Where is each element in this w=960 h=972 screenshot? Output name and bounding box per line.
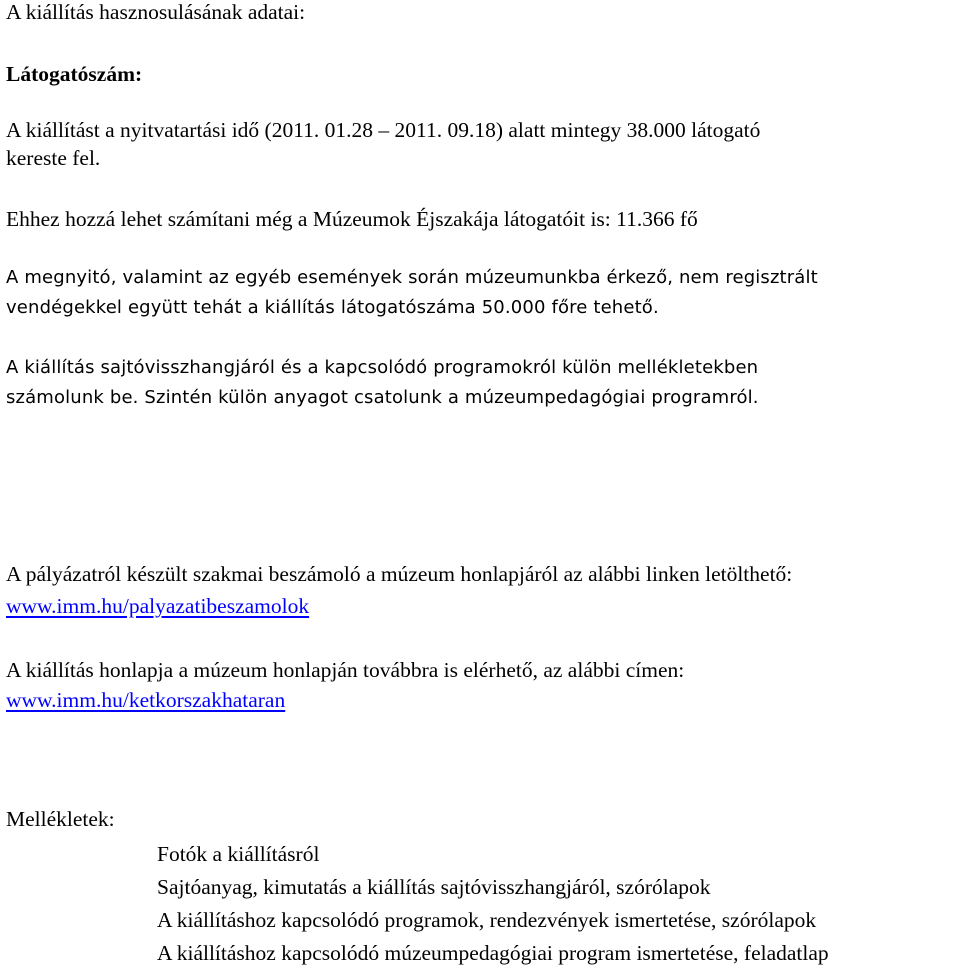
paragraph-total-line-2: vendégekkel együtt tehát a kiállítás látogatószáma 50.000 főre tehető. [6, 297, 659, 318]
paragraph-total-line-1: A megnyitó, valamint az egyéb események során múzeumunkba érkező, nem regisztrált [6, 267, 818, 288]
paragraph-opening-line-1: A kiállítást a nyitvatartási idő (2011. 01.28 – 2011. 09.18) alatt mintegy 38.000 látogató [6, 118, 761, 142]
paragraph-press-line-1: A kiállítás sajtóvisszhangjáról és a kapcsolódó programokról külön mellékletekben [6, 357, 759, 378]
report-text: A pályázatról készült szakmai beszámoló a múzeum honlapjáról az alábbi linken letölthető: [6, 562, 793, 586]
attachment-item-photos: Fotók a kiállításról [157, 842, 320, 866]
attachment-item-education: A kiállításhoz kapcsolódó múzeumpedagógiai program ismertetése, feladatlap [157, 941, 829, 965]
report-link[interactable]: www.imm.hu/palyazatibeszamolok [6, 594, 310, 618]
paragraph-museum-night: Ehhez hozzá lehet számítani még a Múzeumok Éjszakája látogatóit is: 11.366 fő [6, 207, 698, 231]
section-heading: A kiállítás hasznosulásának adatai: [6, 0, 306, 24]
attachment-item-press: Sajtóanyag, kimutatás a kiállítás sajtóvisszhangjáról, szórólapok [157, 875, 711, 899]
paragraph-press-line-2: számolunk be. Szintén külön anyagot csatolunk a múzeumpedagógiai programról. [6, 387, 759, 408]
paragraph-opening-line-2: kereste fel. [6, 146, 101, 170]
attachments-title: Mellékletek: [6, 807, 115, 831]
attachment-item-programs: A kiállításhoz kapcsolódó programok, rendezvények ismertetése, szórólapok [157, 908, 817, 932]
website-text: A kiállítás honlapja a múzeum honlapján továbbra is elérhető, az alábbi címen: [6, 658, 685, 682]
visitors-title: Látogatószám: [6, 62, 143, 86]
website-link[interactable]: www.imm.hu/ketkorszakhataran [6, 688, 286, 712]
